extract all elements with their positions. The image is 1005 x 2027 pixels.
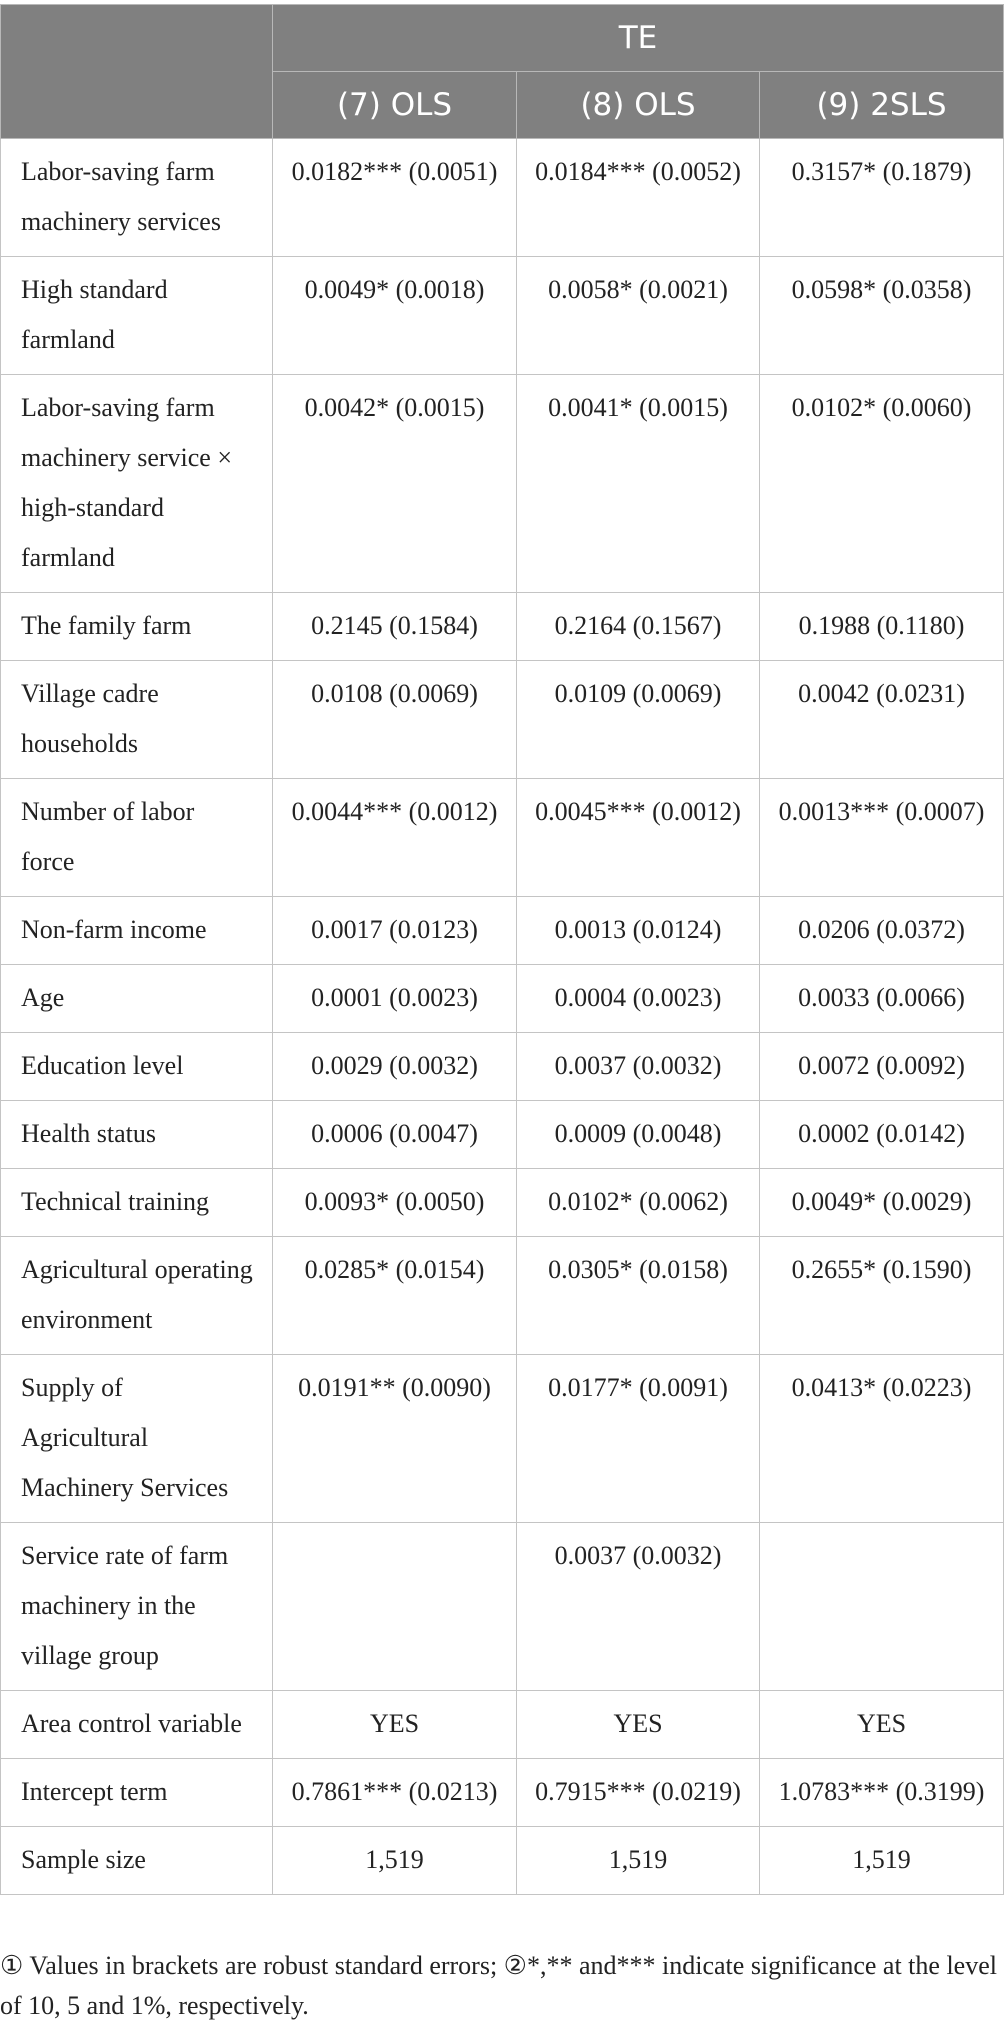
table-row (1, 257, 1004, 375)
value-cell-col-9: 0.0002 (0.0142) (760, 1101, 1004, 1169)
value-cell-col-7 (273, 1523, 517, 1691)
table-row (1, 1355, 1004, 1523)
value-cell-col-7: 0.0029 (0.0032) (273, 1033, 517, 1101)
value-cell-col-8: 0.0184*** (0.0052) (517, 139, 760, 257)
value-cell-col-7: 0.0049* (0.0018) (273, 257, 517, 375)
table-row (1, 139, 1004, 257)
value-cell-col-9: 0.2655* (0.1590) (760, 1237, 1004, 1355)
row-label: Health status (1, 1101, 273, 1169)
row-label: Education level (1, 1033, 273, 1101)
value-cell-col-8: 0.0013 (0.0124) (517, 897, 760, 965)
value-cell-col-8: 0.0037 (0.0032) (517, 1523, 760, 1691)
value-cell-col-7: YES (273, 1691, 517, 1759)
table-body (1, 139, 1004, 1895)
table-row (1, 375, 1004, 593)
value-cell-col-9: 0.0013*** (0.0007) (760, 779, 1004, 897)
table-row (1, 1237, 1004, 1355)
value-cell-col-7: 0.0001 (0.0023) (273, 965, 517, 1033)
row-label: Age (1, 965, 273, 1033)
value-cell-col-9: 0.0598* (0.0358) (760, 257, 1004, 375)
value-cell-col-9: 1.0783*** (0.3199) (760, 1759, 1004, 1827)
header-row-group (1, 5, 1004, 72)
row-label: Technical training (1, 1169, 273, 1237)
table-row (1, 1827, 1004, 1895)
header-col-8-ols: (8) OLS (517, 72, 760, 139)
row-label: Labor-saving farm machinery services (1, 139, 273, 257)
table-row (1, 1523, 1004, 1691)
row-label: Agricultural operating environment (1, 1237, 273, 1355)
table-row (1, 1169, 1004, 1237)
table-row (1, 1759, 1004, 1827)
header-te-label: TE (273, 5, 1004, 72)
value-cell-col-9: 0.0072 (0.0092) (760, 1033, 1004, 1101)
value-cell-col-9: 0.0206 (0.0372) (760, 897, 1004, 965)
table-row (1, 897, 1004, 965)
value-cell-col-9: YES (760, 1691, 1004, 1759)
table-row (1, 661, 1004, 779)
row-label: High standard farmland (1, 257, 273, 375)
row-label: Village cadre households (1, 661, 273, 779)
row-label: Service rate of farm machinery in the village group (1, 1523, 273, 1691)
value-cell-col-8: 0.0045*** (0.0012) (517, 779, 760, 897)
value-cell-col-7: 0.2145 (0.1584) (273, 593, 517, 661)
table-row (1, 593, 1004, 661)
header-col-7-ols: (7) OLS (273, 72, 517, 139)
value-cell-col-7: 0.0182*** (0.0051) (273, 139, 517, 257)
table-row (1, 779, 1004, 897)
value-cell-col-8: 1,519 (517, 1827, 760, 1895)
value-cell-col-7: 0.0044*** (0.0012) (273, 779, 517, 897)
value-cell-col-9: 0.3157* (0.1879) (760, 139, 1004, 257)
table-row (1, 1691, 1004, 1759)
value-cell-col-7: 0.0093* (0.0050) (273, 1169, 517, 1237)
value-cell-col-7: 0.7861*** (0.0213) (273, 1759, 517, 1827)
row-label: Area control variable (1, 1691, 273, 1759)
row-label: Labor-saving farm machinery service × high-standard farmland (1, 375, 273, 593)
value-cell-col-8: 0.0041* (0.0015) (517, 375, 760, 593)
value-cell-col-8: 0.0037 (0.0032) (517, 1033, 760, 1101)
value-cell-col-9: 0.0033 (0.0066) (760, 965, 1004, 1033)
value-cell-col-9: 0.0042 (0.0231) (760, 661, 1004, 779)
value-cell-col-7: 0.0006 (0.0047) (273, 1101, 517, 1169)
row-label: Supply of Agricultural Machinery Services (1, 1355, 273, 1523)
value-cell-col-8: 0.0009 (0.0048) (517, 1101, 760, 1169)
value-cell-col-8: 0.0109 (0.0069) (517, 661, 760, 779)
row-label: The family farm (1, 593, 273, 661)
table-footnote: ① Values in brackets are robust standard errors; ②*,** and*** indicate significance at the level of 10, 5 and 1%, respectively. (0, 1951, 997, 2020)
value-cell-col-7: 0.0191** (0.0090) (273, 1355, 517, 1523)
value-cell-col-8: YES (517, 1691, 760, 1759)
row-label: Sample size (1, 1827, 273, 1895)
value-cell-col-8: 0.0058* (0.0021) (517, 257, 760, 375)
regression-table (0, 4, 1004, 1895)
row-label: Number of labor force (1, 779, 273, 897)
header-corner-cell (1, 5, 273, 139)
value-cell-col-9 (760, 1523, 1004, 1691)
value-cell-col-8: 0.0177* (0.0091) (517, 1355, 760, 1523)
value-cell-col-9: 0.1988 (0.1180) (760, 593, 1004, 661)
row-label: Non-farm income (1, 897, 273, 965)
value-cell-col-9: 1,519 (760, 1827, 1004, 1895)
value-cell-col-7: 0.0285* (0.0154) (273, 1237, 517, 1355)
value-cell-col-9: 0.0049* (0.0029) (760, 1169, 1004, 1237)
value-cell-col-8: 0.2164 (0.1567) (517, 593, 760, 661)
value-cell-col-8: 0.0004 (0.0023) (517, 965, 760, 1033)
value-cell-col-7: 0.0108 (0.0069) (273, 661, 517, 779)
value-cell-col-8: 0.0102* (0.0062) (517, 1169, 760, 1237)
value-cell-col-7: 0.0042* (0.0015) (273, 375, 517, 593)
value-cell-col-7: 0.0017 (0.0123) (273, 897, 517, 965)
row-label: Intercept term (1, 1759, 273, 1827)
table-row (1, 1033, 1004, 1101)
value-cell-col-7: 1,519 (273, 1827, 517, 1895)
value-cell-col-8: 0.7915*** (0.0219) (517, 1759, 760, 1827)
table-row (1, 965, 1004, 1033)
value-cell-col-9: 0.0413* (0.0223) (760, 1355, 1004, 1523)
header-col-9-2sls: (9) 2SLS (760, 72, 1004, 139)
value-cell-col-8: 0.0305* (0.0158) (517, 1237, 760, 1355)
value-cell-col-9: 0.0102* (0.0060) (760, 375, 1004, 593)
table-row (1, 1101, 1004, 1169)
